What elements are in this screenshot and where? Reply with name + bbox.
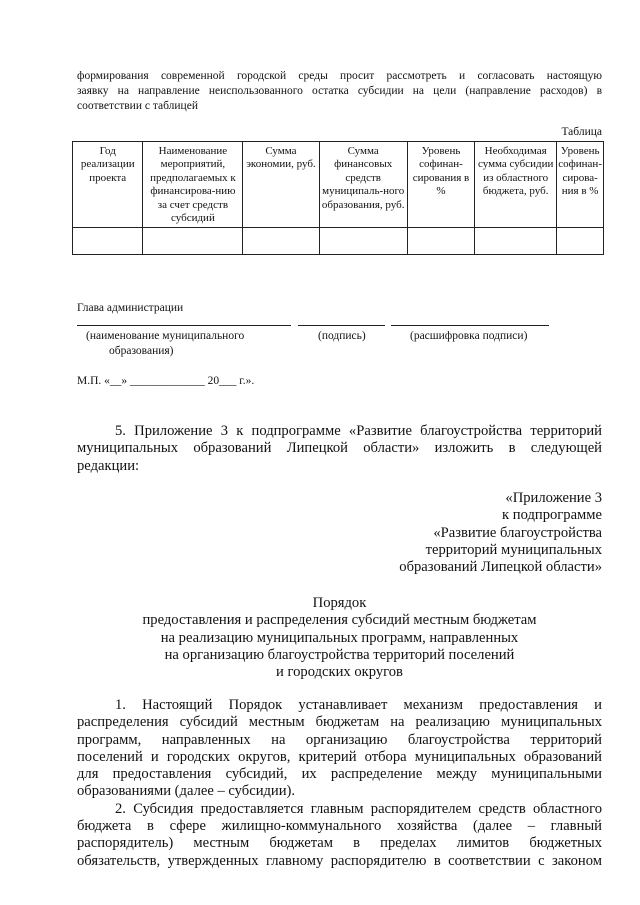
header-cofinancing-level-2: Уровень софинан-сирова-ния в % xyxy=(557,142,604,228)
header-savings: Сумма экономии, руб. xyxy=(243,142,319,228)
order-title-line: на организацию благоустройства территорий поселений xyxy=(164,646,515,663)
table-cell xyxy=(475,228,557,255)
table-cell xyxy=(319,228,407,255)
body-line: для предоставления субсидий, их распределение между муниципальными xyxy=(77,766,602,783)
order-title-line: на реализацию муниципальных программ, направленных xyxy=(160,629,519,646)
body-line: программ, направленных на организацию благоустройства территорий xyxy=(77,731,602,748)
body-line: обязательств, утвержденных главному распорядителю в соответствии с законом xyxy=(77,852,602,869)
table-row xyxy=(73,228,604,255)
body-line: 2. Субсидия предоставляется главным распорядителем средств областного xyxy=(115,800,602,817)
subsidy-table xyxy=(72,141,604,255)
intro-paragraph xyxy=(77,69,602,114)
order-title xyxy=(77,595,602,681)
header-project-year: Год реализации проекта xyxy=(73,142,143,228)
item-5-paragraph xyxy=(77,423,602,475)
appendix-header xyxy=(399,490,602,576)
table-cell xyxy=(407,228,474,255)
table-cell xyxy=(243,228,319,255)
table-cell xyxy=(143,228,243,255)
table-cell xyxy=(557,228,604,255)
order-title-line: Порядок xyxy=(312,595,367,611)
table-cell xyxy=(73,228,143,255)
order-title-line: предоставления и распределения субсидий местным бюджетам xyxy=(142,612,537,629)
appendix-line: территорий муниципальных xyxy=(425,541,602,558)
appendix-line: к подпрограмме xyxy=(502,507,602,524)
appendix-line: «Развитие благоустройства xyxy=(433,524,602,541)
appendix-line: «Приложение 3 xyxy=(505,490,602,506)
signature-line-name xyxy=(77,325,291,326)
body-line: образованиями (далее – субсидии). xyxy=(77,783,296,800)
header-activities: Наименование мероприятий, предполагаемых к финансирова-нию за счет средств субсидий xyxy=(143,142,243,228)
order-body xyxy=(77,697,602,870)
header-required-subsidy: Необходимая сумма субсидии из областного бюджета, руб. xyxy=(475,142,557,228)
caption-decode: (расшифровка подписи) xyxy=(410,330,528,342)
appendix-line: образований Липецкой области» xyxy=(399,559,602,576)
intro-line: соответствии с таблицей xyxy=(77,100,198,112)
body-line: распорядитель) местным бюджетам в пределах лимитов бюджетных xyxy=(77,835,602,852)
caption-municipality-2: образования) xyxy=(109,345,174,357)
body-line: распределения субсидий местным бюджетам на реализацию муниципальных xyxy=(77,714,602,731)
intro-line: формирования современной городской среды просит рассмотреть и согласовать настоящую xyxy=(77,70,602,82)
body-line: бюджета в сфере жилищно-коммунального хозяйства (далее – главный xyxy=(77,818,602,835)
body-line: 1. Настоящий Порядок устанавливает механизм предоставления и xyxy=(115,697,602,713)
signature-title: Глава администрации xyxy=(77,302,184,314)
header-cofinancing-level: Уровень софинан-сирования в % xyxy=(407,142,474,228)
order-title-line: и городских округов xyxy=(276,664,403,681)
item-5-line: редакции: xyxy=(77,457,140,474)
intro-line: заявку на направление неиспользованного остатка субсидии на цели (направление расходов) в xyxy=(77,85,602,97)
signature-line-sign xyxy=(298,325,385,326)
body-line: поселений и городских округов, критерий отбора муниципальных образований xyxy=(77,748,602,765)
item-5-line: 5. Приложение 3 к подпрограмме «Развитие благоустройства территорий xyxy=(115,423,602,439)
caption-signature: (подпись) xyxy=(318,330,366,342)
item-5-line: муниципальных образований Липецкой области» изложить в следующей xyxy=(77,440,602,457)
header-municipal-funds: Сумма финансовых средств муниципаль-ного образования, руб. xyxy=(319,142,407,228)
caption-municipality: (наименование муниципального xyxy=(86,330,245,342)
signature-line-decode xyxy=(391,325,549,326)
table-caption: Таблица xyxy=(561,126,602,138)
stamp-date-line: М.П. «__» _____________ 20___ г.». xyxy=(77,375,255,387)
